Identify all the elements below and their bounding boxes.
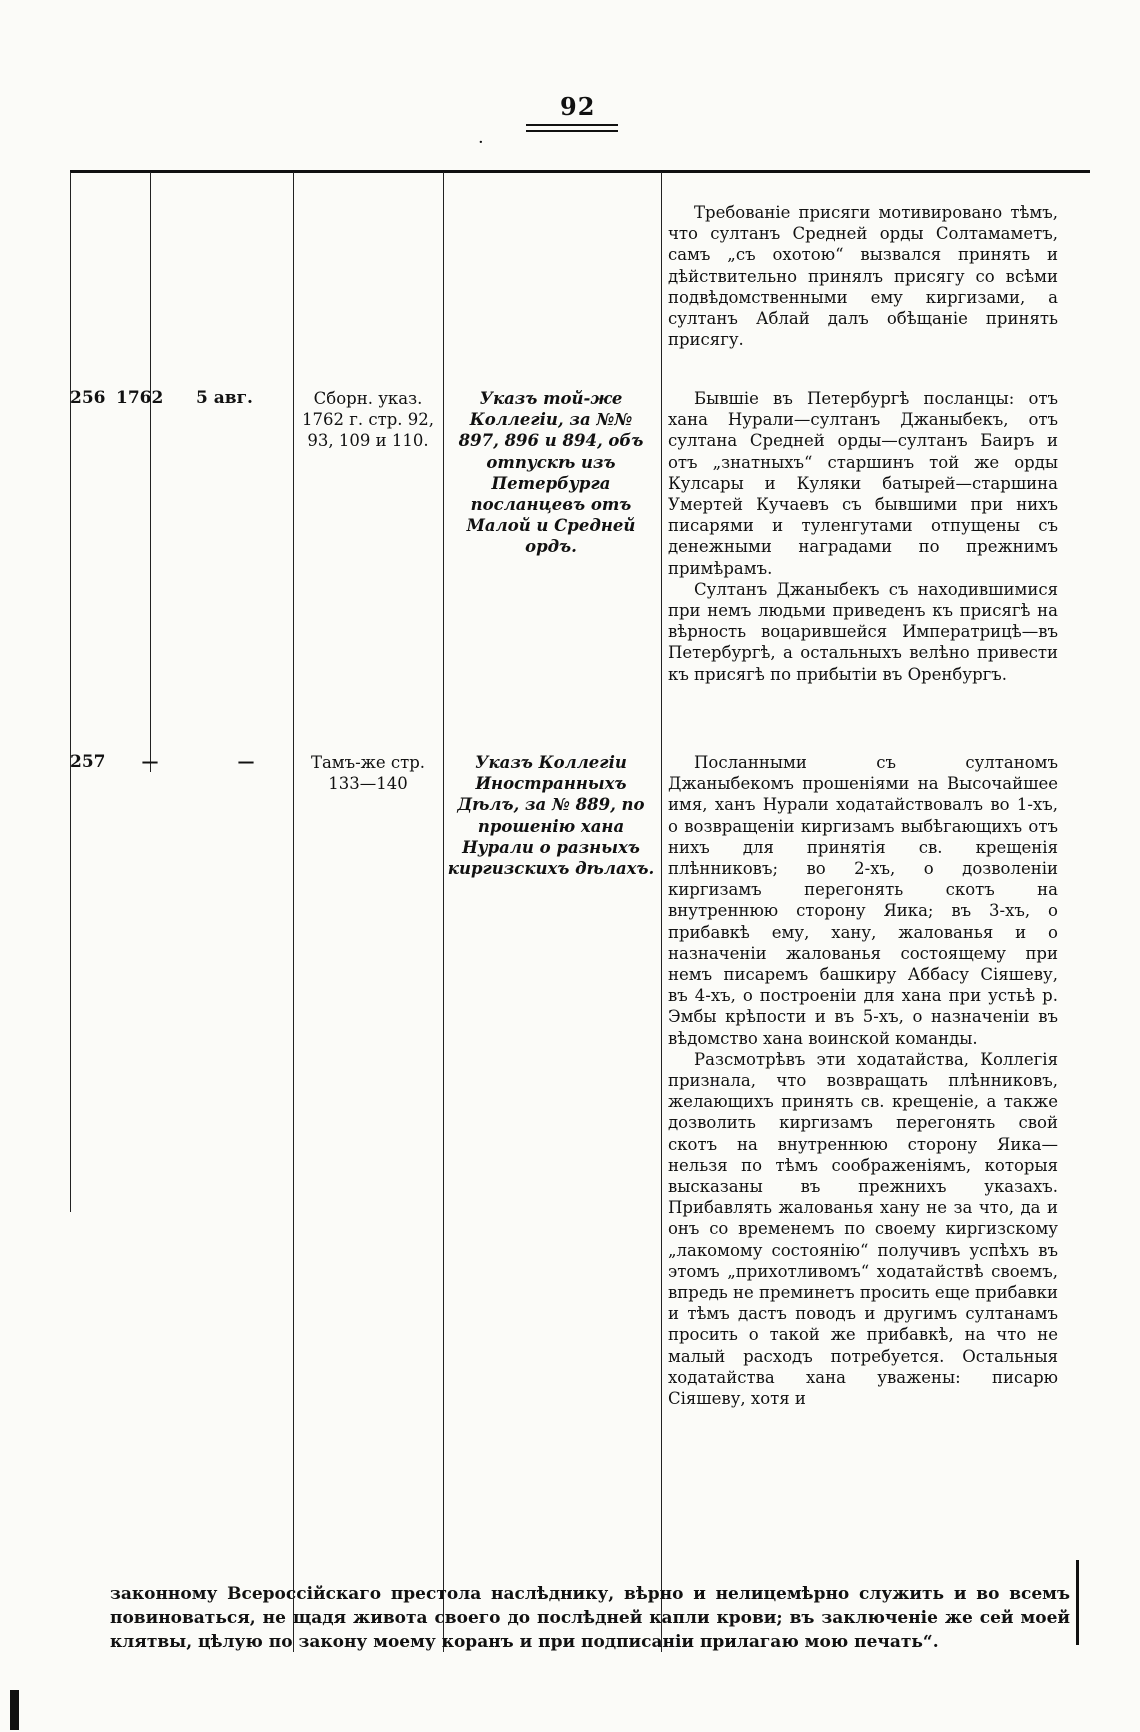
page-number: 92 <box>560 92 596 121</box>
bottom-rule <box>1076 1560 1079 1645</box>
entry-paragraph: Султанъ Джаныбекъ съ находившимися при немъ людьми приведенъ къ присягѣ на вѣрность воцарившейся Императрицѣ—въ Петербургѣ, а остальныхъ велѣно привести къ присягѣ по прибытіи въ Оренбургъ. <box>668 579 1058 684</box>
entry-source: Сборн. указ. 1762 г. стр. 92, 93, 109 и 110. <box>301 389 435 451</box>
entry-paragraph: Разсмотрѣвъ эти ходатайства, Коллегія признала, что возвращать плѣнниковъ, желающихъ принять св. крещеніе, а также дозволить киргизамъ перегонять свой скотъ на внутреннюю сторону Яика—нельзя по тѣмъ соображеніямъ, которыя высказаны въ прежнихъ указахъ. Прибавлять жалованья хану не за что, да и онъ со временемъ по своему киргизскому „лакомому состоянію“ получивъ успѣхъ въ этомъ „прихотливомъ“ ходатайствѣ своемъ, впредь не преминетъ просить еще прибавки и тѣмъ дастъ поводъ и другимъ султанамъ просить о такой же прибавкѣ, на что не малый расходъ потребуется. Остальныя ходатайства хана уважены: писарю Сіяшеву, хотя и <box>668 1049 1058 1409</box>
entry-paragraph: Посланными съ султаномъ Джаныбекомъ прошеніями на Высочайшее имя, ханъ Нурали ходатайствовалъ во 1-хъ, о возвращеніи киргизамъ выбѣгающихъ отъ нихъ для принятія св. крещенія плѣнниковъ; во 2-хъ, о дозволеніи киргизамъ перегонять скотъ на внутреннюю сторону Яика; въ 3-хъ, о прибавкѣ ему, хану, жалованья и о назначеніи жалованья состоящему при немъ писаремъ башкиру Аббасу Сіяшеву, въ 4-хъ, о построеніи для хана при устьѣ р. Эмбы крѣпости и въ 5-хъ, о назначеніи въ вѣдомство хана воинской команды. <box>668 753 1058 1048</box>
entry-paragraph: Требованіе присяги мотивировано тѣмъ, что султанъ Средней орды Солтамаметъ, самъ „съ охотою“ вызвался принять и дѣйствительно принялъ присягу со всѣми подвѣдомственными ему киргизами, а султанъ Аблай далъ обѣщаніе принять присягу. <box>668 203 1058 350</box>
entry-title: Указъ Коллегіи Иностранныхъ Дѣлъ, за № 889, по прошенію хана Нурали о разныхъ киргизскихъ дѣлахъ. <box>447 753 655 879</box>
entry-paragraph: Бывшіе въ Петербургѣ посланцы: отъ хана Нурали—султанъ Джаныбекъ, отъ султана Средней орды—султанъ Баиръ и отъ „знатныхъ“ старшинъ той же орды Кулсары и Куляки батырей—старшина Умертей Кучаевъ съ бывшими при нихъ писарями и туленгутами отпущены съ денежными наградами по прежнимъ примѣрамъ. <box>668 389 1058 578</box>
bottom-continuation-text: законному Всероссійскаго престола наслѣднику, вѣрно и нелицемѣрно служить и во всемъ повиноваться, не щадя живота своего до послѣдней капли крови; въ заключеніе же сей моей клятвы, цѣлую по закону моему коранъ и при подписаніи прилагаю мою печать“. <box>110 1584 1070 1652</box>
entry-title: Указъ той-же Коллегіи, за №№ 897, 896 и 894, объ отпускѣ изъ Петербурга посланцевъ отъ Малой и Средней ордъ. <box>458 389 644 557</box>
entry-date: — <box>237 752 255 772</box>
entry-date: 5 авг. <box>196 388 253 408</box>
page-number-rule <box>526 124 618 126</box>
column-divider <box>661 172 662 1652</box>
column-divider <box>150 172 151 772</box>
table-top-rule <box>70 170 1090 173</box>
column-divider <box>443 172 444 1652</box>
column-divider <box>70 172 71 1212</box>
column-divider <box>293 172 294 1652</box>
entry-summary <box>668 752 1058 1409</box>
entry-source: Тамъ-же стр. 133—140 <box>310 753 426 794</box>
stray-mark: · <box>478 132 484 153</box>
entry-summary <box>668 202 1058 350</box>
entry-year: — <box>141 752 159 772</box>
entry-number: 256 <box>70 388 106 408</box>
scan-edge-mark <box>10 1690 19 1730</box>
entry-year: 1762 <box>116 388 164 408</box>
page-number-rule <box>526 130 618 132</box>
entry-number: 257 <box>70 752 106 772</box>
entry-summary <box>668 388 1058 685</box>
